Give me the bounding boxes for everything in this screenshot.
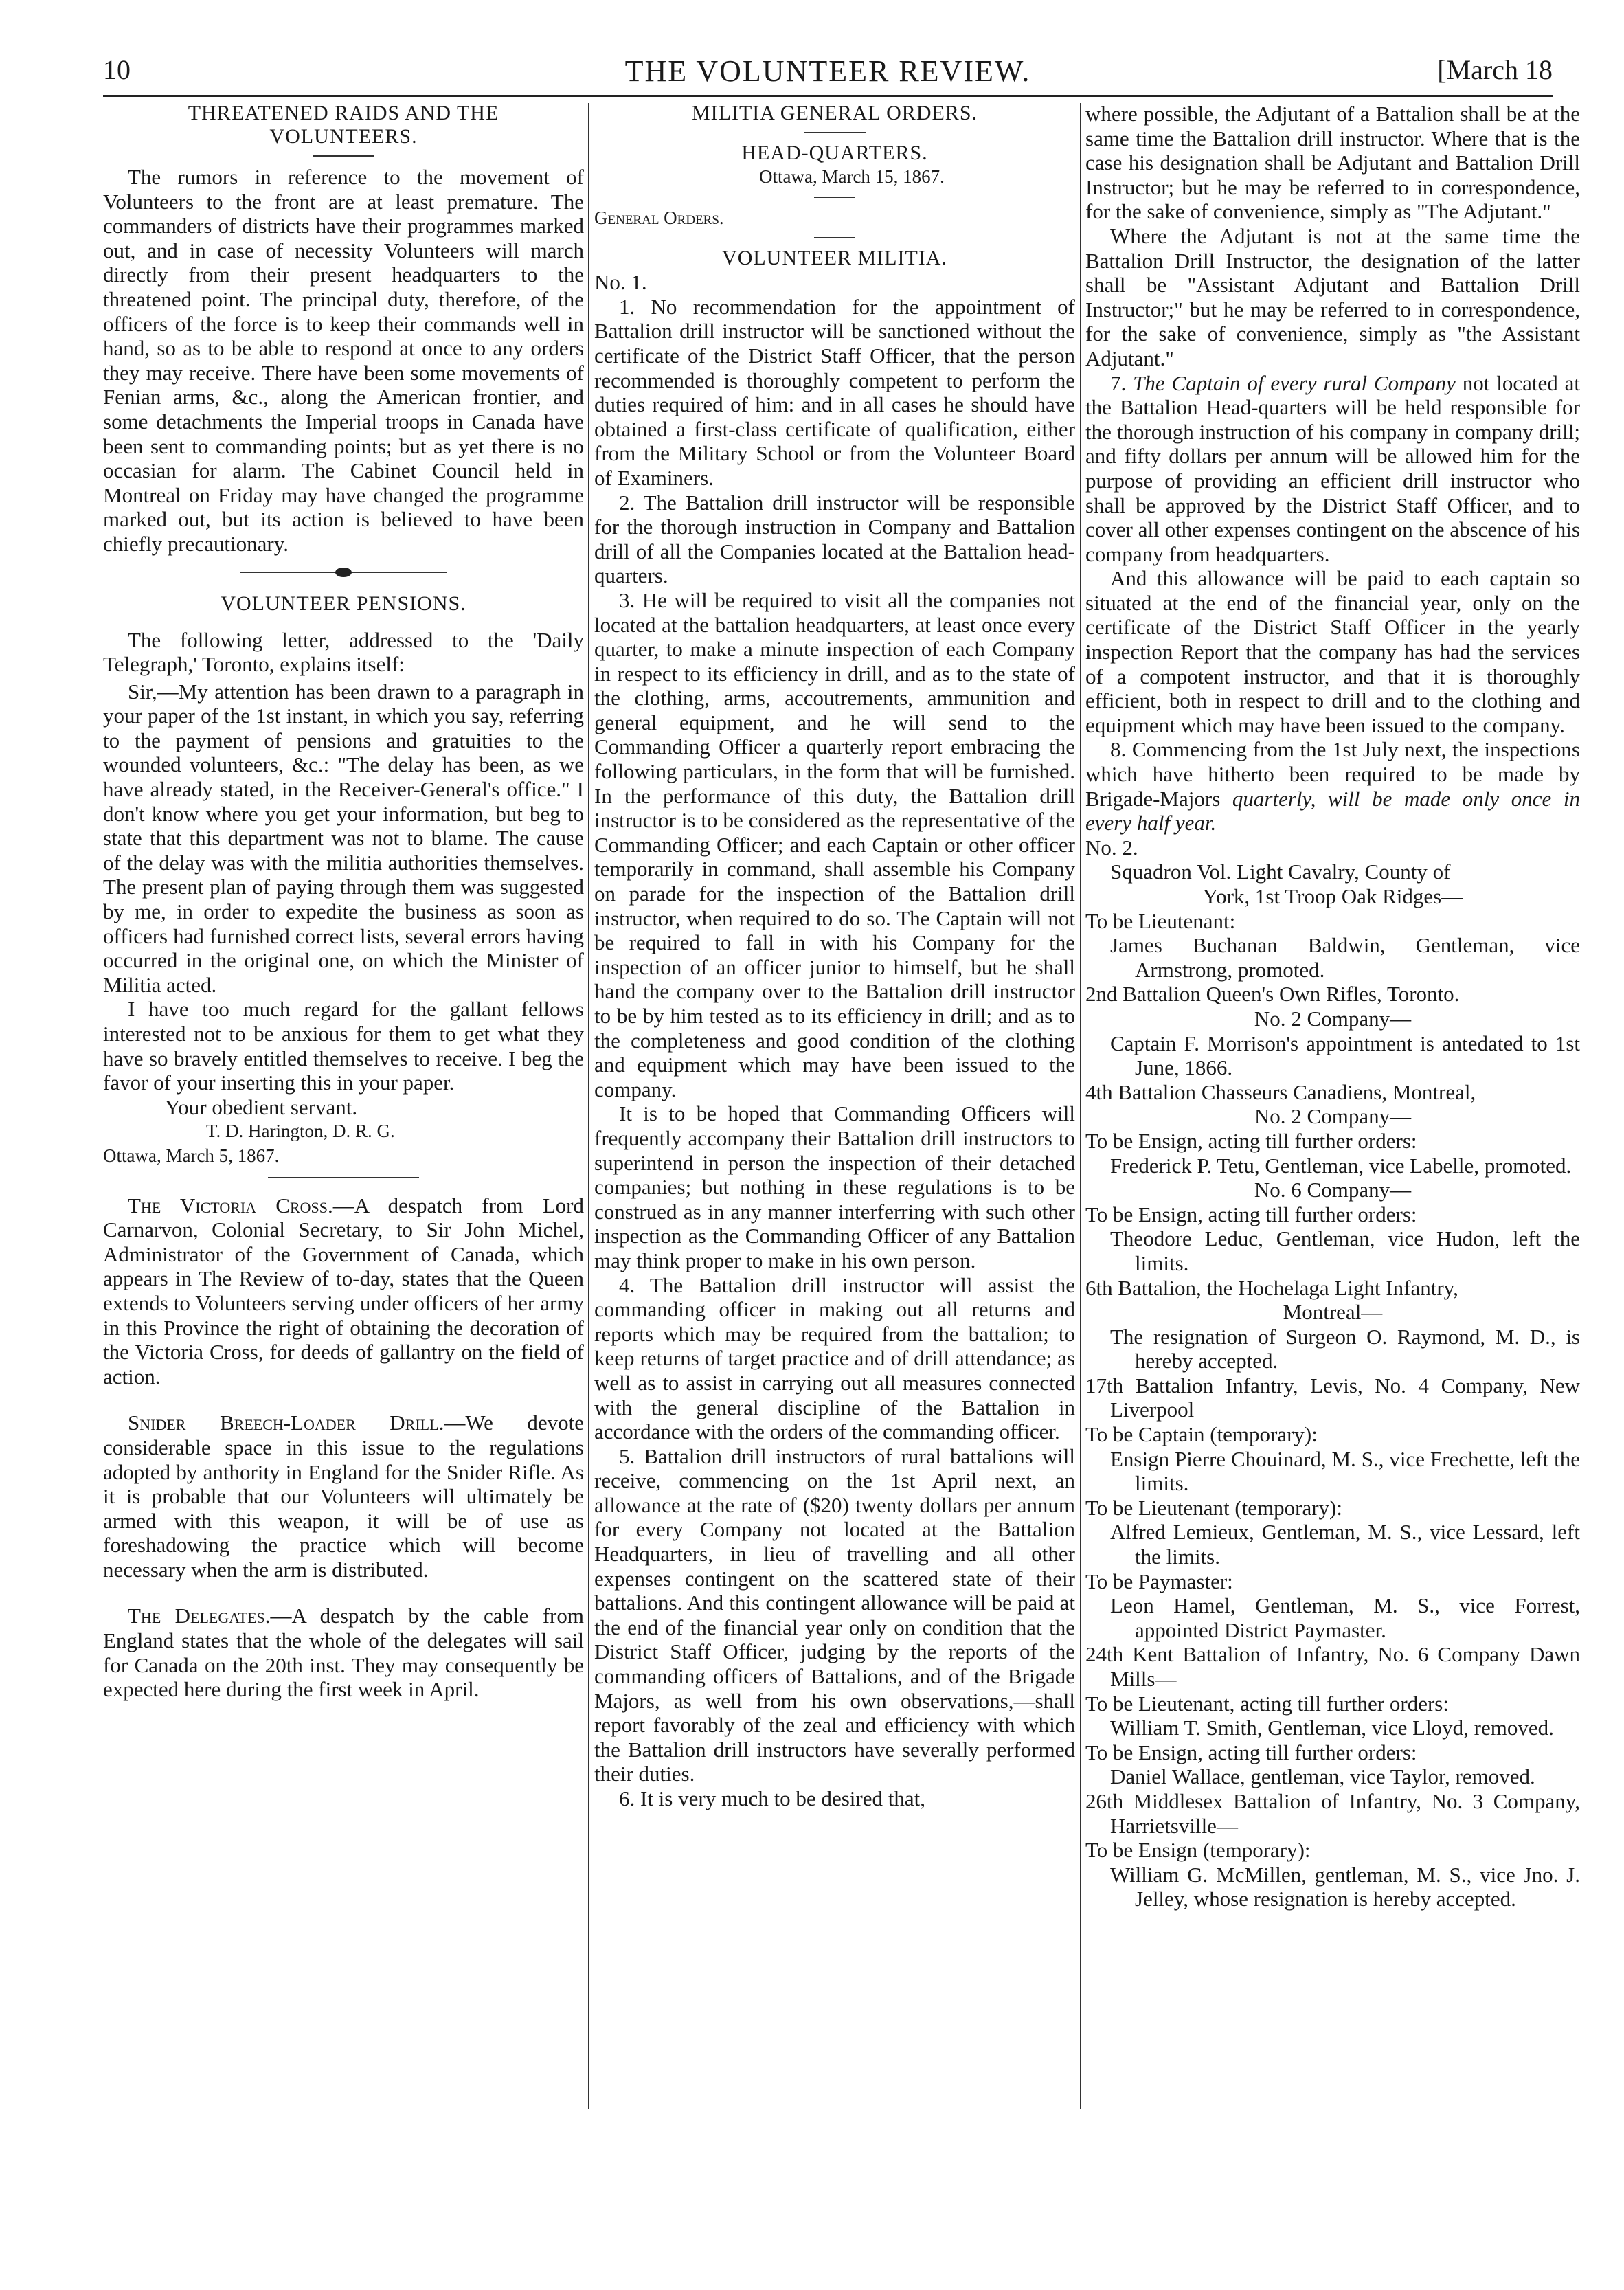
news-item-victoria-cross (103, 1193, 584, 1389)
appointment-line: York, 1st Troop Oak Ridges— (1202, 884, 1463, 908)
appointment-line: Alfred Lemieux, Gentleman, M. S., vice Lessard, left the limits. (1110, 1520, 1580, 1569)
item-lead: The Victoria Cross. (128, 1193, 333, 1217)
appointment-line: To be Lieutenant: (1085, 908, 1236, 933)
column-3 (1085, 102, 1580, 1911)
article-body: The rumors in reference to the movement of Volunteers to the front are at least premature. The commanders of districts have their programmes marked out, and in case of necessity Volunteers will march directly from their present headquarters to the threatened point. The principal duty, therefore, of the officers of the force is to keep their commands well in hand, so as to be able to respond at once to any orders they may receive. There have been some movements of Fenian arms, &c., along the American frontier, and some detachments the Imperial troops in Canada have been sent to commanding points; but as yet there is no occasian for alarm. The Cabinet Council held in Montreal on Friday may have changed the programme marked out, but its action is believed to have been chiefly precautionary. (103, 165, 584, 556)
appointment-line: To be Ensign, acting till further orders: (1085, 1202, 1417, 1226)
news-item-snider (103, 1411, 584, 1582)
divider (313, 155, 374, 157)
appointment-line: To be Lieutenant, acting till further orders: (1085, 1691, 1449, 1716)
appointment-line: No. 2 Company— (1254, 1104, 1412, 1129)
order-paragraph: 8. Commencing from the 1st July next, the inspections which have hitherto been required to be made by Brigade-Majors quarterly, will be made only once in every half year. (1085, 737, 1580, 835)
order-number: No. 1. (594, 270, 647, 295)
item-text: —A despatch from Lord Carnarvon, Colonial Secretary, to Sir John Michel, Administrator of the Government of Canada, which appears in The Review of to-day, states that the Queen extends to Volunteers serving under officers of her army in this Province the right of obtaining the decoration of the Victoria Cross, for deeds of gallantry on the field of action. (103, 1193, 584, 1389)
item-text: —A despatch by the cable from England states that the whole of the delegates will sail for Canada on the 20th inst. They may consequently be expected here during the first week in April. (103, 1604, 584, 1702)
publication-title: THE VOLUNTEER REVIEW. (624, 54, 1031, 88)
article-heading: THREATENED RAIDS AND THE VOLUNTEERS. (188, 102, 499, 148)
order-paragraph: 7. The Captain of every rural Company not located at the Battalion Head-quarters will be held responsible for the thorough instruction of his company in company drill; and fifty dollars per annum will be allowed him for the purpose of providing an efficient drill instructor who shall be approved by the District Staff Officer, and to cover all other expenses contingent on the abscence of his company from headquarters. (1085, 370, 1581, 566)
general-orders-label: General Orders. (594, 207, 724, 228)
order-paragraph: 2. The Battalion drill instructor will be responsible for the thorough instruction in Company and Battalion drill of all the Companies located at the Battalion head-quarters. (594, 490, 1075, 588)
divider (804, 132, 866, 133)
appointment-line: Captain F. Morrison's appointment is antedated to 1st June, 1866. (1110, 1031, 1580, 1080)
news-item-delegates (103, 1604, 584, 1701)
column-1 (103, 102, 584, 1702)
ornament-divider (240, 568, 447, 577)
appointment-line: 6th Battalion, the Hochelaga Light Infantry, (1085, 1275, 1458, 1300)
column-2 (594, 102, 1075, 1811)
appointment-line: Montreal— (1283, 1300, 1383, 1325)
appointment-line: 26th Middlesex Battalion of Infantry, No. 3 Company, Harrietsville— (1085, 1788, 1580, 1838)
head-quarters-heading: HEAD-QUARTERS. (741, 142, 928, 164)
column-rule (1080, 103, 1081, 2109)
item-lead: The Delegates. (128, 1604, 271, 1628)
appointment-line: Theodore Leduc, Gentleman, vice Hudon, left the limits. (1110, 1226, 1580, 1275)
order-paragraph: where possible, the Adjutant of a Battalion shall be at the same time the Battalion drill instructor. Where that is the case his designation shall be Adjutant and Battalion Drill Instructor; but he may be referred to in correspondence, for the sake of convenience, simply as "The Adjutant." (1085, 102, 1580, 224)
appointment-line: Ensign Pierre Chouinard, M. S., vice Frechette, left the limits. (1110, 1446, 1580, 1496)
appointment-line: 17th Battalion Infantry, Levis, No. 4 Company, New Liverpool (1085, 1373, 1580, 1422)
order-paragraph: Where the Adjutant is not at the same time the Battalion Drill Instructor, the designation of the latter shall be "Assistant Adjutant and Battalion Drill Instructor;" but he may be referred to in correspondence, for the sake of convenience, simply as "the Assistant Adjutant." (1085, 223, 1580, 370)
appointment-line: 4th Battalion Chasseurs Canadiens, Montreal, (1085, 1079, 1476, 1104)
appointment-line: No. 2 Company— (1254, 1006, 1412, 1031)
order-paragraph: 6. It is very much to be desired that, (619, 1786, 925, 1810)
appointment-line: William G. McMillen, gentleman, M. S., vice Jno. J. Jelley, whose resignation is hereby accepted. (1110, 1862, 1580, 1911)
divider (268, 1177, 419, 1178)
item-lead: Snider Breech-Loader Drill. (128, 1411, 444, 1435)
article-body: The following letter, addressed to the 'Daily Telegraph,' Toronto, explains itself: (103, 627, 584, 677)
appointments-list (1085, 860, 1580, 1911)
section-heading: MILITIA GENERAL ORDERS. (691, 102, 978, 124)
order-paragraph: 4. The Battalion drill instructor will assist the commanding officer in making out all returns and reports which may be required from the battalion; to keep returns of target practice and of drill attendance; as well as to assist in carrying out all measures connected with the general discipline of the Battalion in accordance with the orders of the commanding officer. (594, 1272, 1075, 1444)
appointment-line: No. 6 Company— (1254, 1178, 1412, 1202)
appointment-line: Squadron Vol. Light Cavalry, County of (1110, 860, 1451, 884)
italic-phrase: quarterly, will be made only once in every half year. (1085, 786, 1580, 835)
appointment-line: Frederick P. Tetu, Gentleman, vice Labelle, promoted. (1110, 1153, 1572, 1178)
masthead (103, 54, 1553, 96)
order-paragraph: And this allowance will be paid to each captain so situated at the end of the financial year, only on the certificate of the District Staff Officer in the yearly inspection Report that the company has had the services of a compotent instructor, and that it is thoroughly efficient, both in respect to drill and to the clothing and equipment which may have been issued to the company. (1085, 566, 1580, 737)
appointment-line: Leon Hamel, Gentleman, M. S., vice Forrest, appointed District Paymaster. (1110, 1593, 1580, 1642)
letter-dateline: Ottawa, March 5, 1867. (103, 1145, 280, 1166)
column-rule (588, 103, 589, 2109)
appointment-line: 24th Kent Battalion of Infantry, No. 6 Company Dawn Mills— (1085, 1642, 1580, 1691)
appointment-line: To be Lieutenant (temporary): (1085, 1495, 1342, 1520)
divider (814, 197, 855, 198)
appointment-line: To be Captain (temporary): (1085, 1422, 1318, 1447)
letter-closing: Your obedient servant. (165, 1095, 358, 1119)
order-paragraph: It is to be hoped that Commanding Officers will frequently accompany their Battalion drill instructors to superintend in person the inspection of their detached companies; but nothing in these regulations is to be construed as in any manner interferring with such other inspection as the Commanding Officer of any Battalion may think proper to make in his own person. (594, 1101, 1075, 1272)
sub-heading: VOLUNTEER MILITIA. (722, 247, 947, 270)
appointment-line: To be Ensign, acting till further orders: (1085, 1128, 1417, 1153)
italic-phrase: The Captain of every rural Company (1133, 370, 1456, 395)
appointment-line: To be Paymaster: (1085, 1569, 1233, 1593)
appointment-line: To be Ensign, acting till further orders: (1085, 1740, 1417, 1764)
letter-body: Sir,—My attention has been drawn to a paragraph in your paper of the 1st instant, in which you say, referring to the payment of pensions and gratuities to the wounded volunteers, &c.: "The delay has been, as we have already stated, in the Receiver-General's office." I don't know where you get your information, but beg to state that this department was not to blame. The cause of the delay was with the militia authorities themselves. The present plan of paying through them was suggested by me, in order to expedite the business as soon as officers had furnished correct lists, several errors having occurred in the original one, on which the Minister of Militia acted. (103, 679, 584, 997)
letter-body: I have too much regard for the gallant fellows interested not to be anxious for them to get what they have so bravely entitled themselves to receive. I beg the favor of your inserting this in your paper. (103, 997, 584, 1095)
order-paragraph: 1. No recommendation for the appointment of Battalion drill instructor will be sanctioned without the certificate of the District Staff Officer, that the person recommended is thoroughly competent to perform the duties required of him: and in all cases he should have obtained a first-class certificate of qualification, either from the Military School or from the Volunteer Board of Examiners. (594, 294, 1075, 490)
appointment-line: William T. Smith, Gentleman, vice Lloyd, removed. (1110, 1716, 1554, 1740)
appointment-line: James Buchanan Baldwin, Gentleman, vice Armstrong, promoted. (1110, 933, 1580, 982)
appointment-line: Daniel Wallace, gentleman, vice Taylor, removed. (1110, 1764, 1535, 1789)
page-number: 10 (103, 54, 131, 85)
letter-signature: T. D. Harington, D. R. G. (206, 1121, 395, 1142)
article-heading: VOLUNTEER PENSIONS. (221, 592, 466, 615)
order-number: No. 2. (1085, 835, 1138, 860)
order-paragraph: 3. He will be required to visit all the companies not located at the battalion headquarters, at least once every quarter, to make a minute inspection of each Company in respect to its efficiency in drill, and as to the state of the clothing, arms, accoutrements, ammunition and general equipment, and he will send to the Commanding Officer a quarterly report embracing the following particulars, in the form that will be furnished. In the performance of this duty, the Battalion drill instructor is to be considered as the representative of the Commanding Officer; and each Captain or other officer temporarily in command, shall assemble his Company on parade for the inspection of the Battalion drill instructor, when required to do so. The Captain will not be required to fall in with his Company for the inspection of an officer junior to himself, but he shall hand the company over to the Battalion drill instructor to be by him tested as to its efficiency in drill; and as to the completeness and good condition of the clothing and equipment which may have been issued to the company. (594, 587, 1075, 1101)
issue-date: [March 18 (1437, 54, 1553, 85)
orders-dateline: Ottawa, March 15, 1867. (759, 166, 945, 187)
order-paragraph: 5. Battalion drill instructors of rural battalions will receive, commencing on the 1st April next, an allowance at the rate of ($20) twenty dollars per annum for every Company not located at the Battalion Headquarters, in lieu of travelling and all other expenses contingent on the scattered state of their battalions. And this contingent allowance will be paid at the end of the financial year only on condition that the District Staff Officer, judging by the reports of the commanding officers of Battalions, and of the Brigade Majors, as well from his own observations,—shall report favorably of the zeal and efficiency with which the Battalion drill instructors have severally performed their duties. (594, 1444, 1075, 1786)
appointment-line: To be Ensign (temporary): (1085, 1838, 1311, 1863)
header-rule (103, 95, 1553, 97)
appointment-line: The resignation of Surgeon O. Raymond, M. D., is hereby accepted. (1110, 1324, 1580, 1373)
item-text: —We devote considerable space in this issue to the regulations adopted by anthority in England for the Snider Rifle. As it is probable that our Volunteers will ultimately be armed with this weapon, it will be of use as foreshadowing the practice which will become necessary when the arm is distributed. (103, 1411, 585, 1582)
divider (814, 237, 855, 238)
appointment-line: 2nd Battalion Queen's Own Rifles, Toronto. (1085, 982, 1460, 1007)
